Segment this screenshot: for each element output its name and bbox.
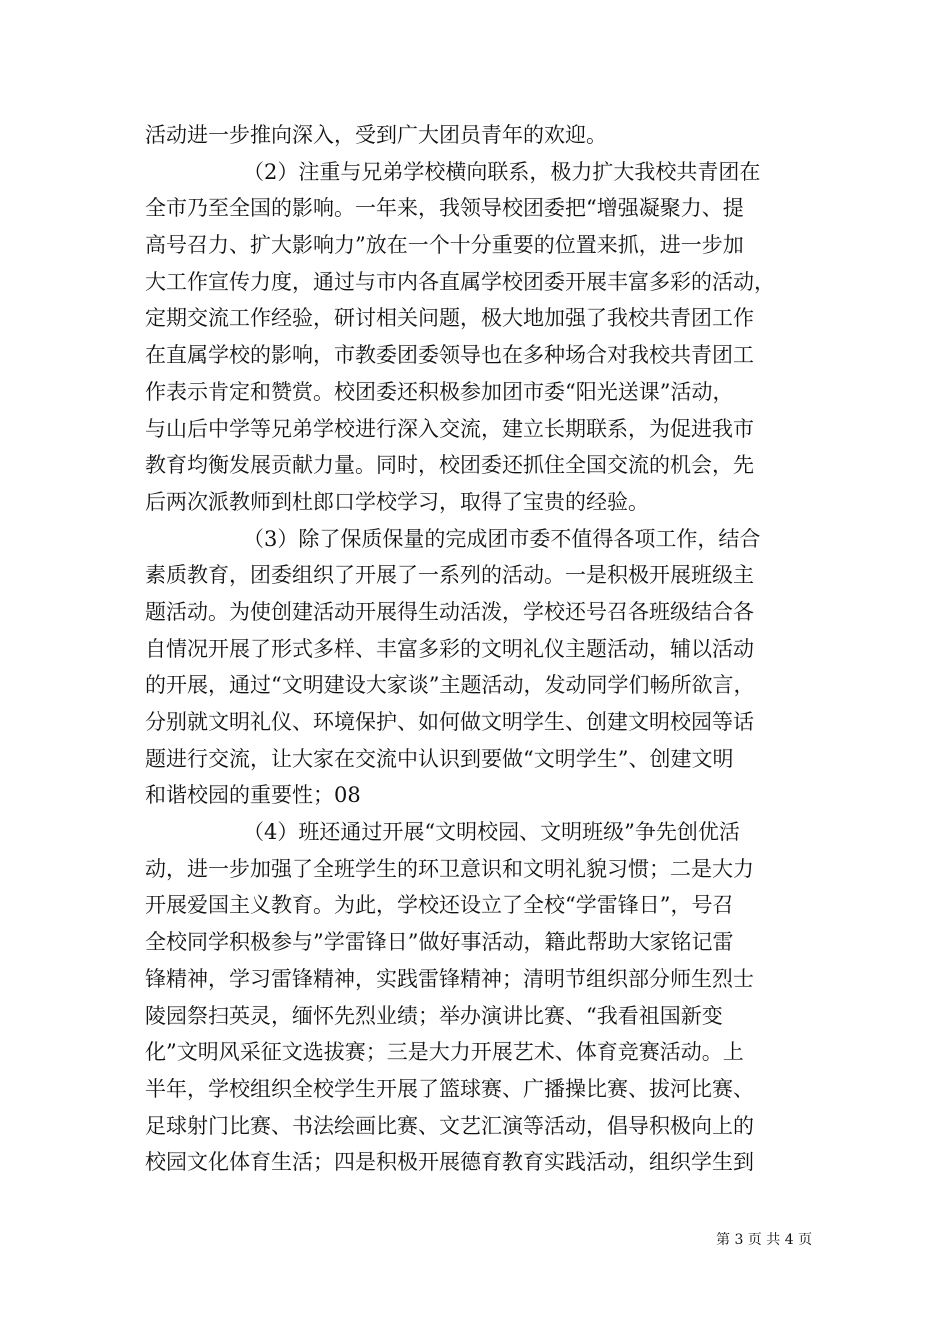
text-line: 陵园祭扫英灵，缅怀先烈业绩；举办演讲比赛、“我看祖国新变 — [145, 1003, 723, 1028]
text-line: 半年，学校组织全校学生开展了篮球赛、广播操比赛、拔河比赛、 — [145, 1076, 754, 1101]
text-line: 教育均衡发展贡献力量。同时，校团委还抓住全国交流的机会，先 — [145, 453, 754, 478]
text-line: 动，进一步加强了全班学生的环卫意识和文明礼貌习惯；二是大力 — [145, 856, 754, 881]
text-line: 锋精神，学习雷锋精神，实践雷锋精神；清明节组织部分师生烈士 — [145, 966, 754, 991]
text-line: 后两次派教师到杜郎口学校学习，取得了宝贵的经验。 — [145, 489, 649, 514]
text-line: 化”文明风采征文选拔赛；三是大力开展艺术、体育竞赛活动。上 — [145, 1040, 744, 1065]
text-line: 高号召力、扩大影响力”放在一个十分重要的位置来抓，进一步加 — [145, 233, 744, 258]
text-line: 的开展，通过“文明建设大家谈”主题活动，发动同学们畅所欲言， — [145, 673, 755, 698]
paragraph-2-first-line: （2）注重与兄弟学校横向联系，极力扩大我校共青团在 — [243, 159, 761, 184]
paragraph-3-first-line: （3）除了保质保量的完成团市委不值得各项工作，结合 — [243, 526, 761, 551]
text-line: 与山后中学等兄弟学校进行深入交流，建立长期联系，为促进我市 — [145, 416, 754, 441]
text-line: 开展爱国主义教育。为此，学校还设立了全校“学雷锋日”，号召 — [145, 893, 734, 918]
text-line: 定期交流工作经验，研讨相关问题，极大地加强了我校共青团工作 — [145, 306, 754, 331]
text-line: 分别就文明礼仪、环境保护、如何做文明学生、创建文明校园等话 — [145, 710, 754, 734]
text-line: 全市乃至全国的影响。一年来，我领导校团委把“增强凝聚力、提 — [145, 196, 744, 221]
text-line: 校园文化体育生活；四是积极开展德育教育实践活动，组织学生到 — [145, 1150, 754, 1175]
text-line: 作表示肯定和赞赏。校团委还积极参加团市委“阳光送课”活动， — [145, 379, 734, 404]
text-line: 题活动。为使创建活动开展得生动活泼，学校还号召各班级结合各 — [145, 599, 754, 624]
text-line: 素质教育，团委组织了开展了一系列的活动。一是积极开展班级主 — [145, 563, 754, 588]
page-number-footer: 第 3 页 共 4 页 — [716, 1232, 813, 1248]
text-line: 题进行交流，让大家在交流中认识到要做“文明学生”、创建文明 — [145, 746, 734, 771]
text-line: 自情况开展了形式多样、丰富多彩的文明礼仪主题活动，辅以活动 — [145, 636, 754, 661]
text-line: 和谐校园的重要性；08 — [145, 783, 361, 808]
paragraph-4-first-line: （4）班还通过开展“文明校园、文明班级”争先创优活 — [243, 820, 740, 845]
text-line: 足球射门比赛、书法绘画比赛、文艺汇演等活动，倡导积极向上的 — [145, 1113, 754, 1138]
body-text — [145, 117, 813, 1181]
text-line: 全校同学积极参与”学雷锋日”做好事活动，籍此帮助大家铭记雷 — [145, 930, 734, 955]
text-line: 活动进一步推向深入，受到广大团员青年的欢迎。 — [145, 123, 607, 147]
text-line: 在直属学校的影响，市教委团委领导也在多种场合对我校共青团工 — [145, 343, 754, 368]
text-line: 大工作宣传力度，通过与市内各直属学校团委开展丰富多彩的活动， — [145, 269, 775, 294]
